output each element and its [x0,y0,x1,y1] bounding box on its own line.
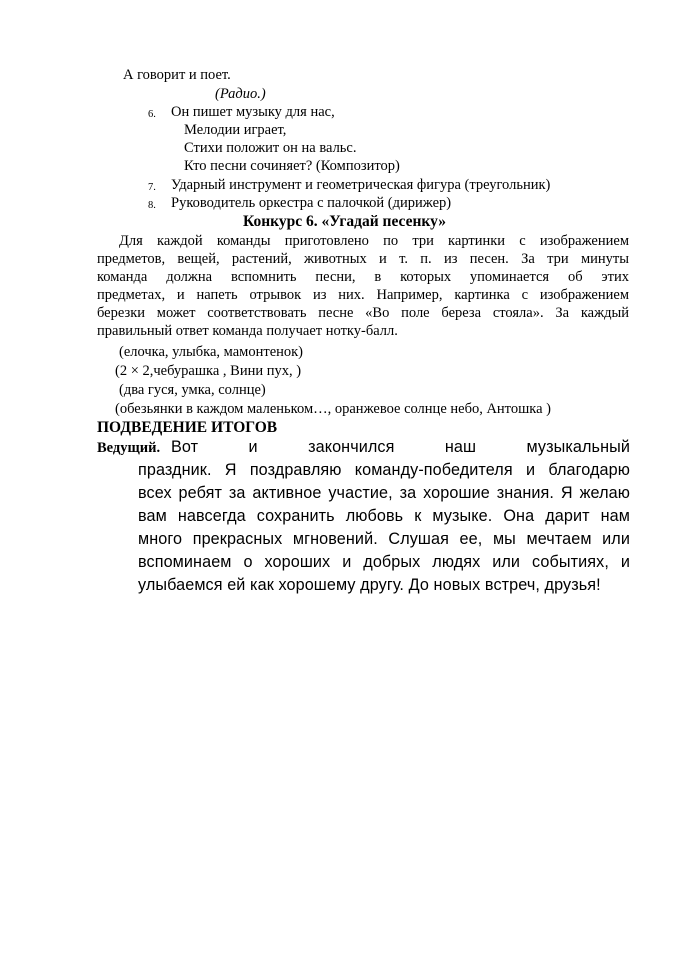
speech-line: много прекрасных мгновений. Слушая ее, мы мечтаем или [138,530,630,548]
riddle-line: Ударный инструмент и геометрическая фигура (треугольник) [171,177,551,193]
paragraph-line: команда должна вспомнить песни, в которых упоминается об этих [97,269,629,285]
paragraph-line: предметов, вещей, растений, животных и т. п. из песен. За три минуты [97,251,629,267]
speech-line: вам навсегда сохранить любовь к музыке. Она дарит нам [138,507,630,525]
riddle-line: Кто песни сочиняет? (Композитор) [184,158,400,174]
picture-set: (два гуся, умка, солнце) [119,382,266,398]
paragraph-line: предметах, и напеть отрывок из них. Например, картинка с изображением [97,287,629,303]
riddle-number: 6. [148,109,156,120]
speech-line: праздник. Я поздравляю команду-победителя и благодарю [138,461,630,479]
section-title: ПОДВЕДЕНИЕ ИТОГОВ [97,419,278,436]
speech-line: вспоминаем о хороших и добрых людях или событиях, и [138,553,630,571]
paragraph-line: березки может соответствовать песне «Во поле береза стояла». За каждый [97,305,629,321]
riddle-number: 8. [148,200,156,211]
riddle-number: 7. [148,182,156,193]
riddle-line: Мелодии играет, [184,122,287,138]
speech-line: улыбаемся ей как хорошему другу. До новых встреч, друзья! [138,576,601,594]
riddle-answer: (Радио.) [215,86,266,102]
riddle-line: А говорит и поет. [123,67,231,83]
picture-set: (обезьянки в каждом маленьком…, оранжевое солнце небо, Антошка ) [115,401,551,417]
riddle-line: Руководитель оркестра с палочкой (дирижер) [171,195,452,211]
picture-set: (елочка, улыбка, мамонтенок) [119,344,304,360]
paragraph-line: правильный ответ команда получает нотку-балл. [97,323,398,339]
picture-set: (2 × 2,чебурашка , Вини пух, ) [115,363,302,379]
speech-line: Вот и закончился наш музыкальный [171,438,630,456]
riddle-line: Он пишет музыку для нас, [171,104,335,120]
contest-title: Конкурс 6. «Угадай песенку» [243,213,446,230]
riddle-line: Стихи положит он на вальс. [184,140,357,156]
paragraph-line: Для каждой команды приготовлено по три картинки с изображением [119,233,629,249]
speaker-label: Ведущий. [97,440,161,456]
speech-line: всех ребят за активное участие, за хорошие знания. Я желаю [138,484,630,502]
